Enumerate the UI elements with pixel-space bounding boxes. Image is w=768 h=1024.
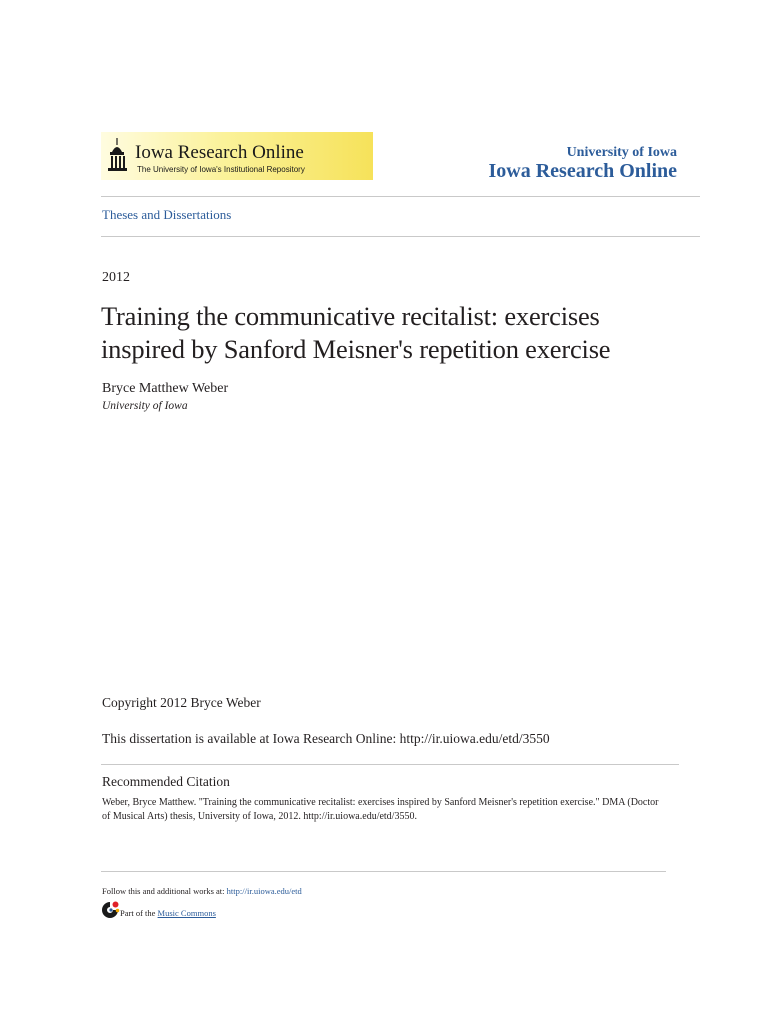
old-capitol-building-icon <box>106 136 128 176</box>
follow-link[interactable]: http://ir.uiowa.edu/etd <box>226 886 302 896</box>
author-affiliation: University of Iowa <box>102 400 188 412</box>
logo-subtitle: The University of Iowa's Institutional Repository <box>137 165 305 174</box>
footer-divider <box>101 871 666 872</box>
collection-link[interactable]: Theses and Dissertations <box>102 207 232 222</box>
partof-line <box>120 908 216 918</box>
document-title: Training the communicative recitalist: exercises inspired by Sanford Meisner's repetition exercise <box>101 301 611 364</box>
citation-heading: Recommended Citation <box>102 774 230 789</box>
header-divider <box>101 196 700 197</box>
availability-statement: This dissertation is available at Iowa Research Online: http://ir.uiowa.edu/etd/3550 <box>102 731 550 746</box>
music-commons-link[interactable]: Music Commons <box>157 908 216 918</box>
follow-prefix: Follow this and additional works at: <box>102 886 227 896</box>
author-name: Bryce Matthew Weber <box>102 381 229 396</box>
logo-title: Iowa Research Online <box>135 142 304 163</box>
publication-year: 2012 <box>102 270 130 285</box>
iowa-research-online-logo[interactable] <box>101 132 373 180</box>
copyright-notice: Copyright 2012 Bryce Weber <box>102 695 261 710</box>
repository-name[interactable]: Iowa Research Online <box>488 160 677 182</box>
network-commons-icon <box>100 900 120 920</box>
citation-divider <box>101 764 679 765</box>
partof-prefix: Part of the <box>120 908 158 918</box>
citation-text: Weber, Bryce Matthew. "Training the communicative recitalist: exercises inspired by Sanford Meisner's repetition exercise." DMA (Doctor of Musical Arts) thesis, University of Iowa, 2012. http://ir.uiowa.edu/etd/3550. <box>102 797 659 822</box>
follow-line <box>102 886 302 896</box>
university-name[interactable]: University of Iowa <box>566 145 677 160</box>
collection-divider <box>101 236 700 237</box>
